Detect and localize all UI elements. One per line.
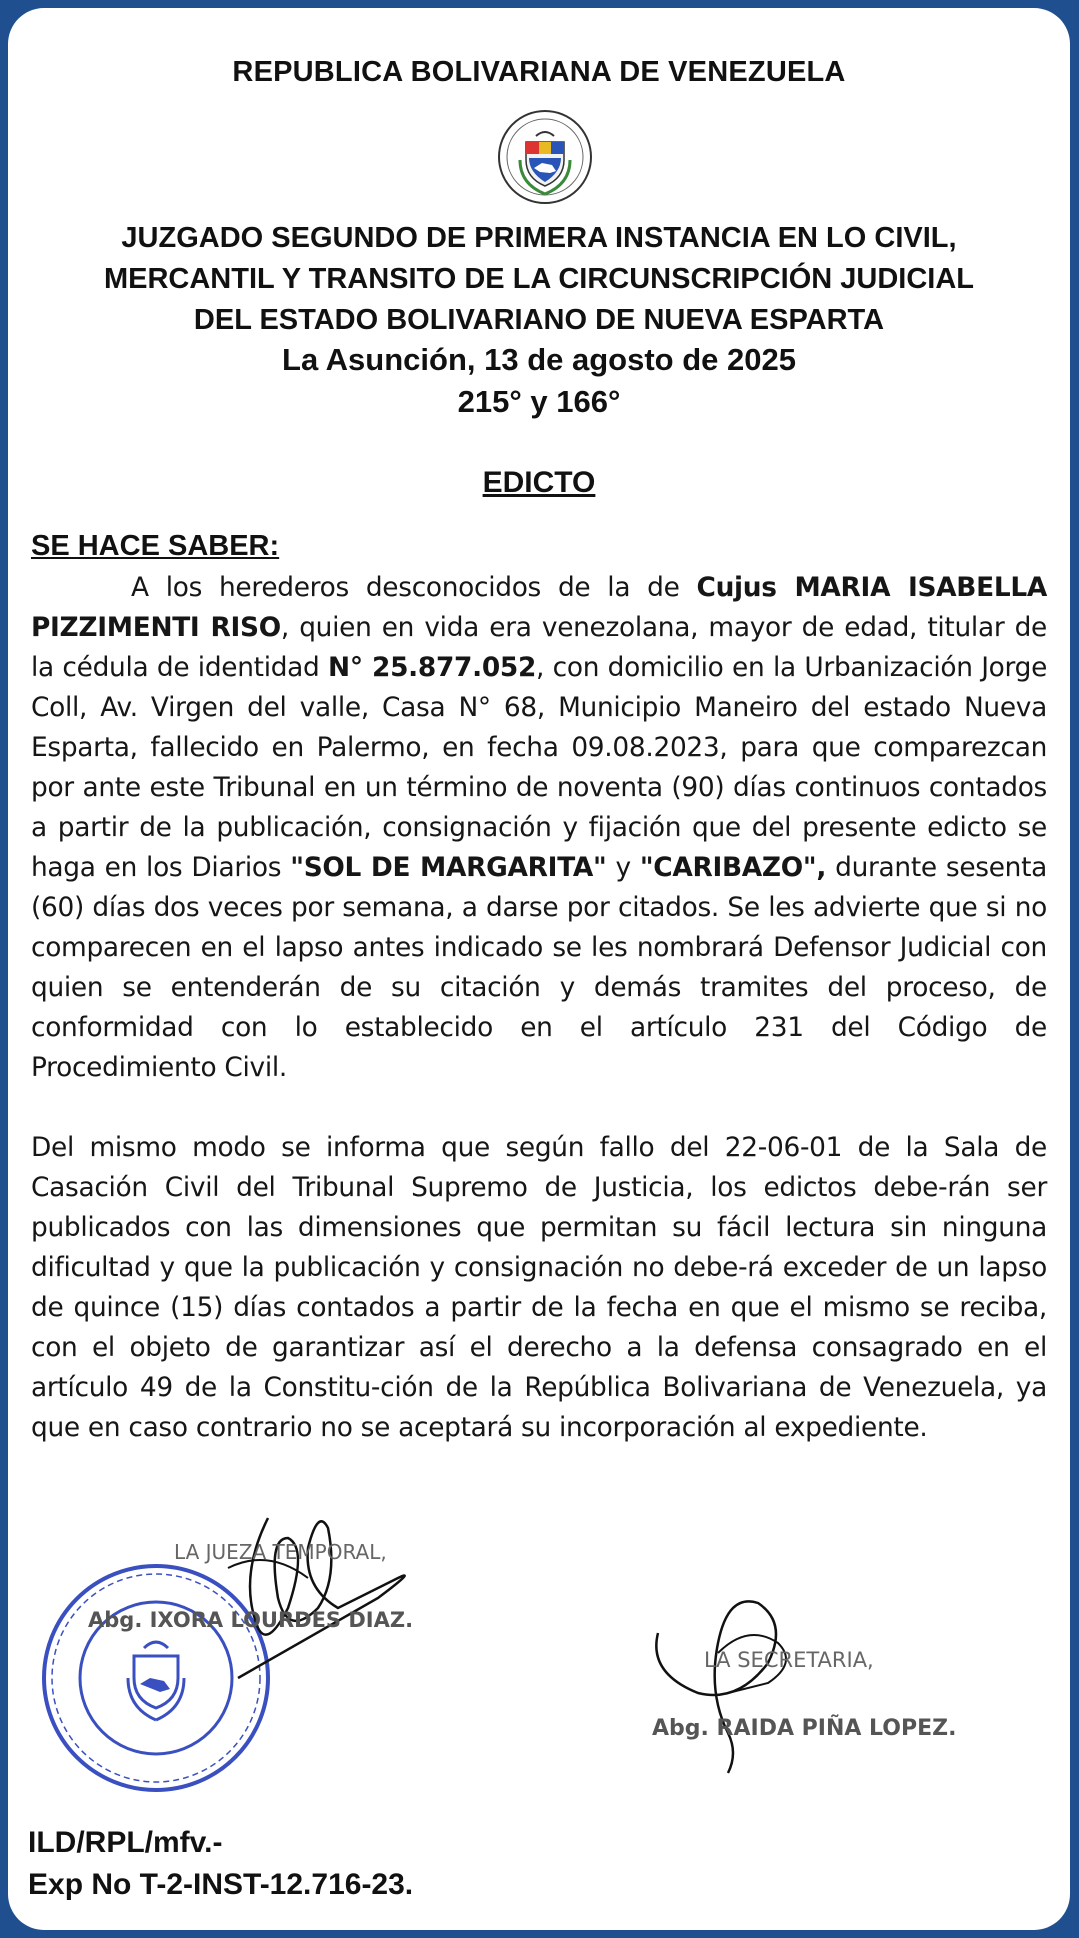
secretary-name: Abg. RAIDA PIÑA LOPEZ. xyxy=(652,1716,957,1741)
initials-reference: ILD/RPL/mfv.- xyxy=(28,1826,223,1859)
text-run: , con domicilio en la Urbanización Jorge Coll, Av. Virgen del valle, Casa N° 68, Municipio Maneiro del estado Nueva Esparta, fallecido en Palermo, en fecha 09.08.2023, para que comparezcan por ante este Tribunal en un término de noventa (90) días continuos contados a partir de la publicación, consignación y fijación que del presente edicto se haga en los Diarios xyxy=(31,652,1048,883)
text-run: , quien en vida era venezolana, mayor de edad, titular de la cédula de identidad xyxy=(31,612,1047,683)
text-run: durante sesenta (60) días dos veces por semana, a darse por citados. Se les advierte que si no comparecen en el lapso antes indicado se les nombrará Defensor Judicial con quien se entenderán de su citación y demás tramites del proceso, de conformidad con lo establecido en el artículo 231 del Código de Procedimiento Civil. xyxy=(31,852,1047,1083)
text-run: A los herederos desconocidos de la de xyxy=(131,572,697,603)
judge-title: LA JUEZA TEMPORAL, xyxy=(174,1540,387,1564)
independence-years: 215° y 166° xyxy=(457,384,621,419)
judge-signature-icon xyxy=(208,1508,428,1688)
text-run: y xyxy=(606,852,640,883)
id-number: N° 25.877.052 xyxy=(328,652,537,683)
newspaper-name: "CARIBAZO", xyxy=(639,852,827,883)
publication-rules-paragraph: Del mismo modo se informa que según fallo del 22-06-01 de la Sala de Casación Civil del Tribunal Supremo de Justicia, los edictos debe-rán ser publicados con las dimensiones que permitan su fácil lectura sin ninguna dificultad y que la publicación y consignación no debe-rá exceder de un lapso de quince (15) días contados a partir de la fecha en que el mismo se reciba, con el objeto de garantizar así el derecho a la defensa consagrado en el artículo 49 de la Constitu-ción de la República Bolivariana de Venezuela, ya que en caso contrario no se aceptará su incorporación al expediente. xyxy=(31,1132,1047,1443)
case-file-number: Exp No T-2-INST-12.716-23. xyxy=(28,1868,414,1901)
secretary-title: LA SECRETARIA, xyxy=(704,1648,874,1672)
court-name xyxy=(8,218,1070,341)
coat-of-arms-icon xyxy=(496,108,594,206)
court-line: MERCANTIL Y TRANSITO DE LA CIRCUNSCRIPCIÓN JUDICIAL xyxy=(103,263,975,295)
country-heading: REPUBLICA BOLIVARIANA DE VENEZUELA xyxy=(232,56,846,88)
deceased-name: Cujus MARIA ISABELLA PIZZIMENTI RISO xyxy=(31,572,1047,643)
secretary-signature-icon xyxy=(648,1573,848,1773)
section-heading: SE HACE SABER: xyxy=(31,530,280,562)
place-date: La Asunción, 13 de agosto de 2025 xyxy=(282,342,796,377)
court-line: DEL ESTADO BOLIVARIANO DE NUEVA ESPARTA xyxy=(193,304,885,336)
document-title: EDICTO xyxy=(482,466,596,499)
judge-name: Abg. IXORA LOURDES DIAZ. xyxy=(88,1608,414,1632)
notice-paragraph xyxy=(31,568,1047,1088)
newspaper-name: "SOL DE MARGARITA" xyxy=(290,852,607,883)
court-line: JUZGADO SEGUNDO DE PRIMERA INSTANCIA EN LO CIVIL, xyxy=(121,222,957,254)
edict-document xyxy=(8,8,1070,1930)
